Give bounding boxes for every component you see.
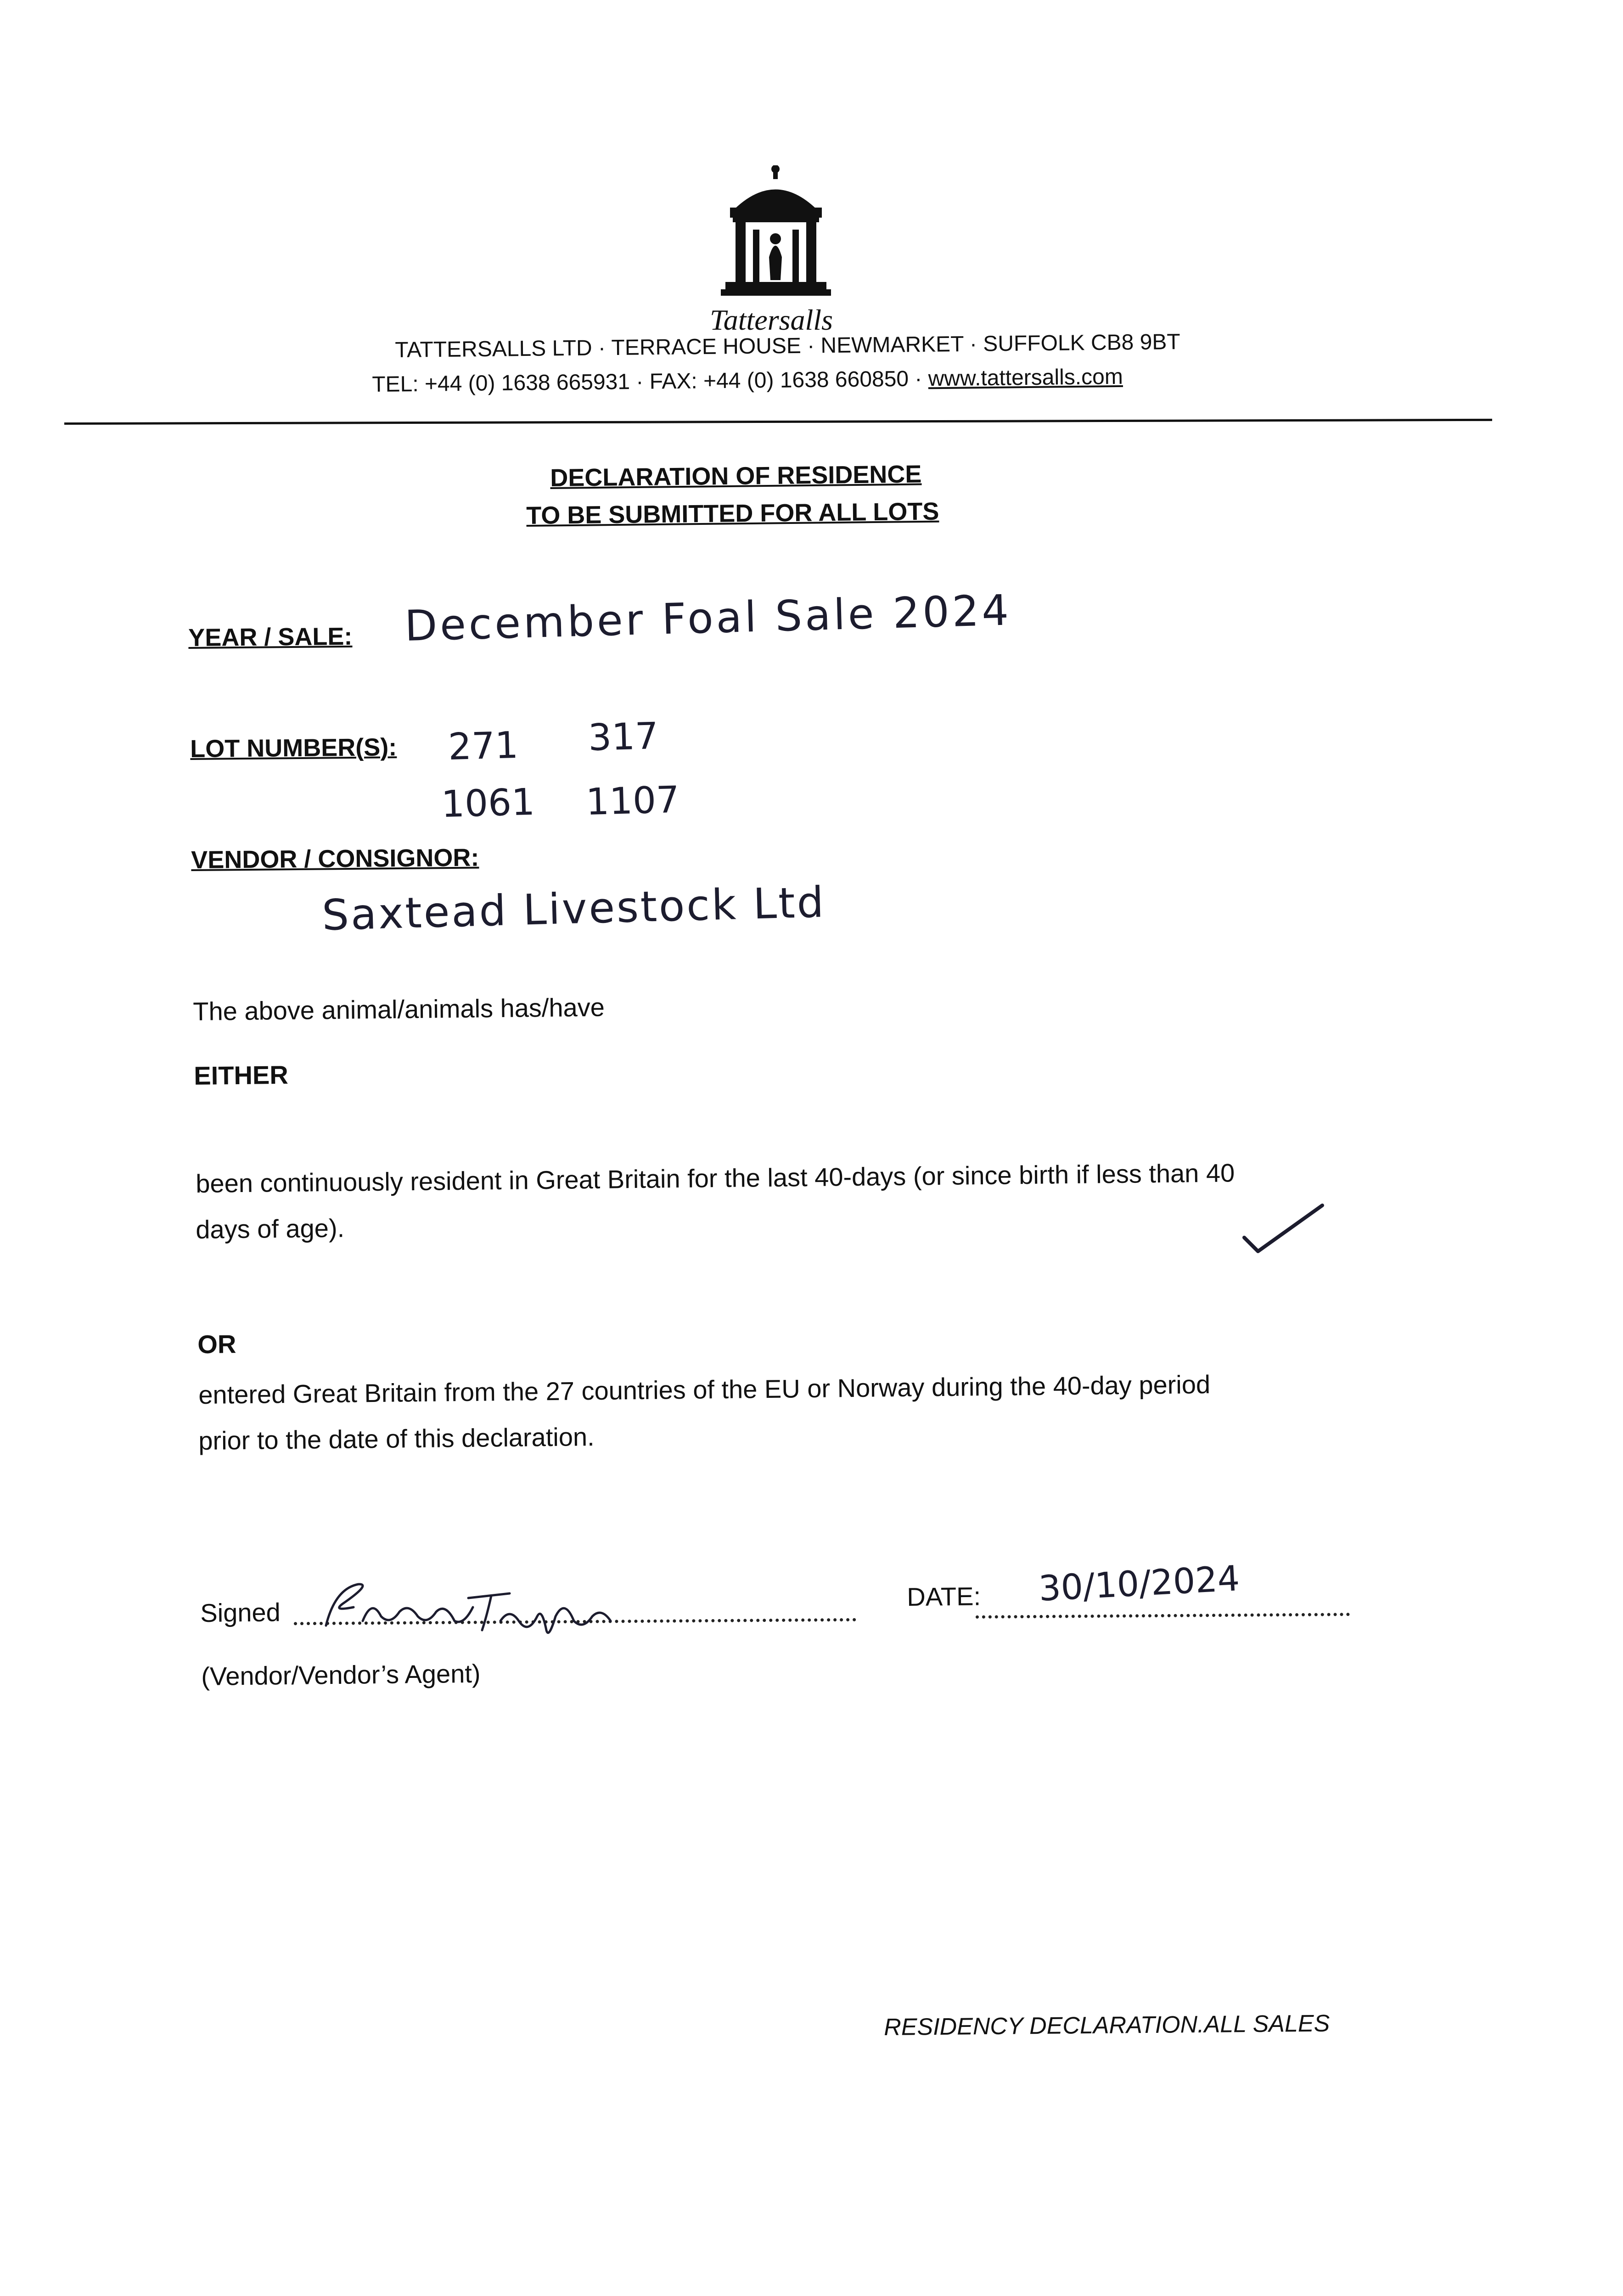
- date-value: 30/10/2024: [1038, 1558, 1241, 1609]
- vendor-value: Saxtead Livestock Ltd: [321, 878, 826, 940]
- option2-text: entered Great Britain from the 27 countries of the EU or Norway during the 40-day period: [198, 1369, 1211, 1409]
- lot-number: 1061: [441, 780, 535, 826]
- date-label: DATE:: [907, 1581, 981, 1611]
- company-contact: [372, 364, 1123, 397]
- header-divider: [64, 419, 1492, 425]
- statement-intro: The above animal/animals has/have: [193, 992, 605, 1026]
- tattersalls-logo: [716, 165, 836, 303]
- vendor-label: VENDOR / CONSIGNOR:: [191, 844, 479, 874]
- footer-reference: RESIDENCY DECLARATION.ALL SALES: [884, 2010, 1330, 2041]
- or-heading: OR: [197, 1329, 236, 1359]
- option1-text-cont: days of age).: [196, 1213, 345, 1244]
- lot-numbers-label: LOT NUMBER(S):: [190, 733, 397, 763]
- date-line: [976, 1613, 1350, 1619]
- lot-number: 271: [448, 724, 519, 768]
- option1-text: been continuously resident in Great Britain for the last 40-days (or since birth if less than 40: [196, 1158, 1235, 1198]
- website-link[interactable]: www.tattersalls.com: [928, 364, 1123, 391]
- checkmark-icon: [1235, 1194, 1327, 1267]
- handwritten-signature: [317, 1570, 629, 1639]
- signer-role: (Vendor/Vendor’s Agent): [201, 1659, 481, 1691]
- brand-name: Tattersalls: [710, 304, 833, 336]
- option2-text-cont: prior to the date of this declaration.: [198, 1422, 595, 1455]
- document-title: DECLARATION OF RESIDENCE: [550, 460, 922, 492]
- document-subtitle: TO BE SUBMITTED FOR ALL LOTS: [526, 497, 939, 529]
- either-heading: EITHER: [194, 1060, 289, 1090]
- lot-number: 317: [588, 715, 659, 759]
- year-sale-label: YEAR / SALE:: [188, 622, 353, 652]
- lot-number: 1107: [585, 778, 680, 823]
- company-address: TATTERSALLS LTD · TERRACE HOUSE · NEWMARKET · SUFFOLK CB8 9BT: [395, 330, 1180, 362]
- year-sale-value: December Foal Sale 2024: [404, 585, 1012, 651]
- signed-label: Signed: [200, 1598, 281, 1627]
- phone-fax: TEL: +44 (0) 1638 665931 · FAX: +44 (0) 1638 660850 ·: [372, 366, 928, 397]
